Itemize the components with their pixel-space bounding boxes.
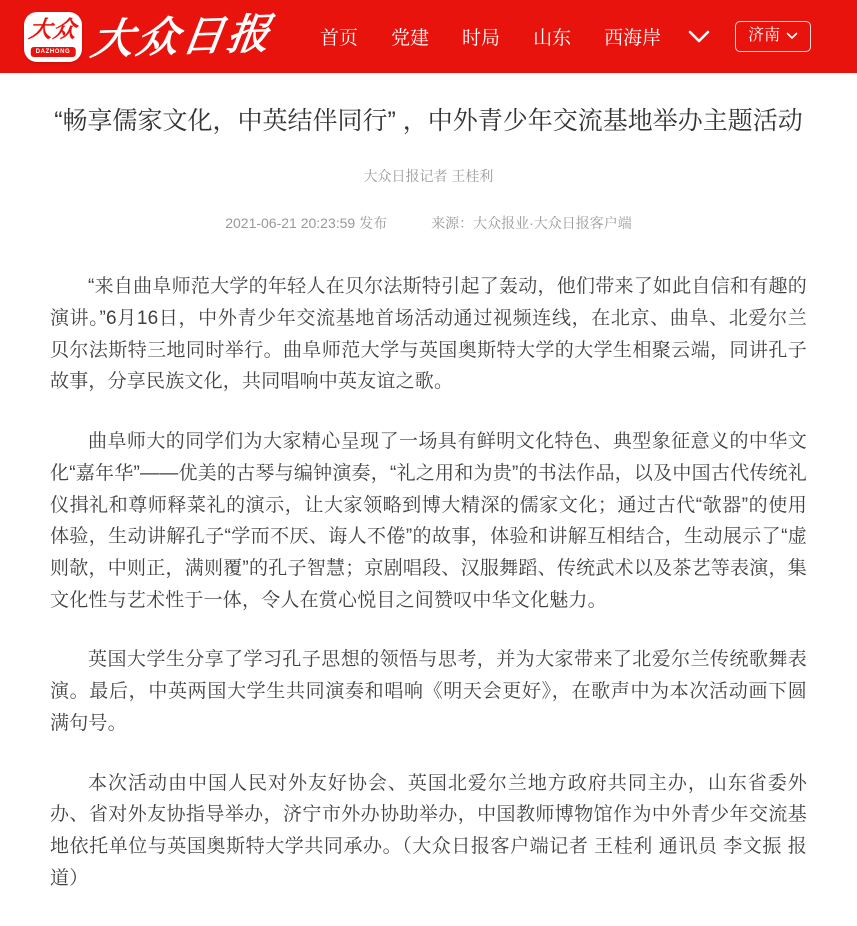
article-byline: 大众日报记者 王桂利 bbox=[363, 168, 494, 185]
logo-wordmark: 大众日报 bbox=[88, 9, 276, 63]
main-nav bbox=[320, 23, 661, 50]
nav-more-chevron-down-icon[interactable] bbox=[687, 29, 711, 45]
site-header bbox=[0, 0, 857, 73]
article-source: 来源：大众报业·大众日报客户端 bbox=[431, 215, 632, 232]
nav-item-shandong[interactable]: 山东 bbox=[533, 28, 572, 49]
nav-item-west-coast[interactable]: 西海岸 bbox=[604, 28, 662, 49]
city-selector-label: 济南 bbox=[748, 27, 781, 45]
publish-time: 2021-06-21 20:23:59 发布 bbox=[225, 215, 388, 232]
nav-item-current-affairs[interactable]: 时局 bbox=[462, 28, 501, 49]
logo-icon-ribbon-text: DAZHONG bbox=[31, 47, 76, 57]
article-body bbox=[50, 271, 807, 894]
article-paragraph-3: 英国大学生分享了学习孔子思想的领悟与思考，并为大家带来了北爱尔兰传统歌舞表演。最后，中英两国大学生共同演奏和唱响《明天会更好》，在歌声中为本次活动画下圆满句号。 bbox=[50, 649, 807, 734]
article-paragraph-4: 本次活动由中国人民对外友好协会、英国北爱尔兰地方政府共同主办，山东省委外办、省对外友协指导举办，济宁市外办协助举办，中国教师博物馆作为中外青少年交流基地依托单位与英国奥斯特大学共同承办。（大众日报客户端记者 王桂利 通讯员 李文振 报道） bbox=[50, 772, 807, 889]
article-title: “畅享儒家文化，中英结伴同行” ，中外青少年交流基地举办主题活动 bbox=[54, 107, 803, 135]
article-paragraph-2: 曲阜师大的同学们为大家精心呈现了一场具有鲜明文化特色、典型象征意义的中华文化“嘉年华”——优美的古琴与编钟演奏，“礼之用和为贵”的书法作品，以及中国古代传统礼仪揖礼和尊师释菜礼的演示，让大家领略到博大精深的儒家文化；通过古代“欹器”的使用体验，生动讲解孔子“学而不厌、诲人不倦”的故事，体验和讲解互相结合，生动展示了“虚则欹，中则正，满则覆”的孔子智慧；京剧唱段、汉服舞蹈、传统武术以及茶艺等表演，集文化性与艺术性于一体，令人在赏心悦目之间赞叹中华文化魅力。 bbox=[50, 431, 807, 611]
nav-item-party-building[interactable]: 党建 bbox=[391, 28, 430, 49]
article-paragraph-1: “来自曲阜师范大学的年轻人在贝尔法斯特引起了轰动，他们带来了如此自信和有趣的演讲。”6月16日，中外青少年交流基地首场活动通过视频连线，在北京、曲阜、北爱尔兰贝尔法斯特三地同时举行。曲阜师范大学与英国奥斯特大学的大学生相聚云端，同讲孔子故事，分享民族文化，共同唱响中英友谊之歌。 bbox=[50, 276, 807, 393]
dazhong-app-icon bbox=[24, 12, 82, 62]
nav-item-home[interactable]: 首页 bbox=[320, 28, 359, 49]
logo[interactable] bbox=[24, 9, 276, 63]
article-page bbox=[0, 103, 857, 918]
chevron-down-icon bbox=[786, 32, 798, 40]
logo-icon-text: 大众 bbox=[27, 15, 79, 42]
city-selector-button[interactable] bbox=[735, 21, 811, 52]
article-meta bbox=[50, 213, 807, 233]
